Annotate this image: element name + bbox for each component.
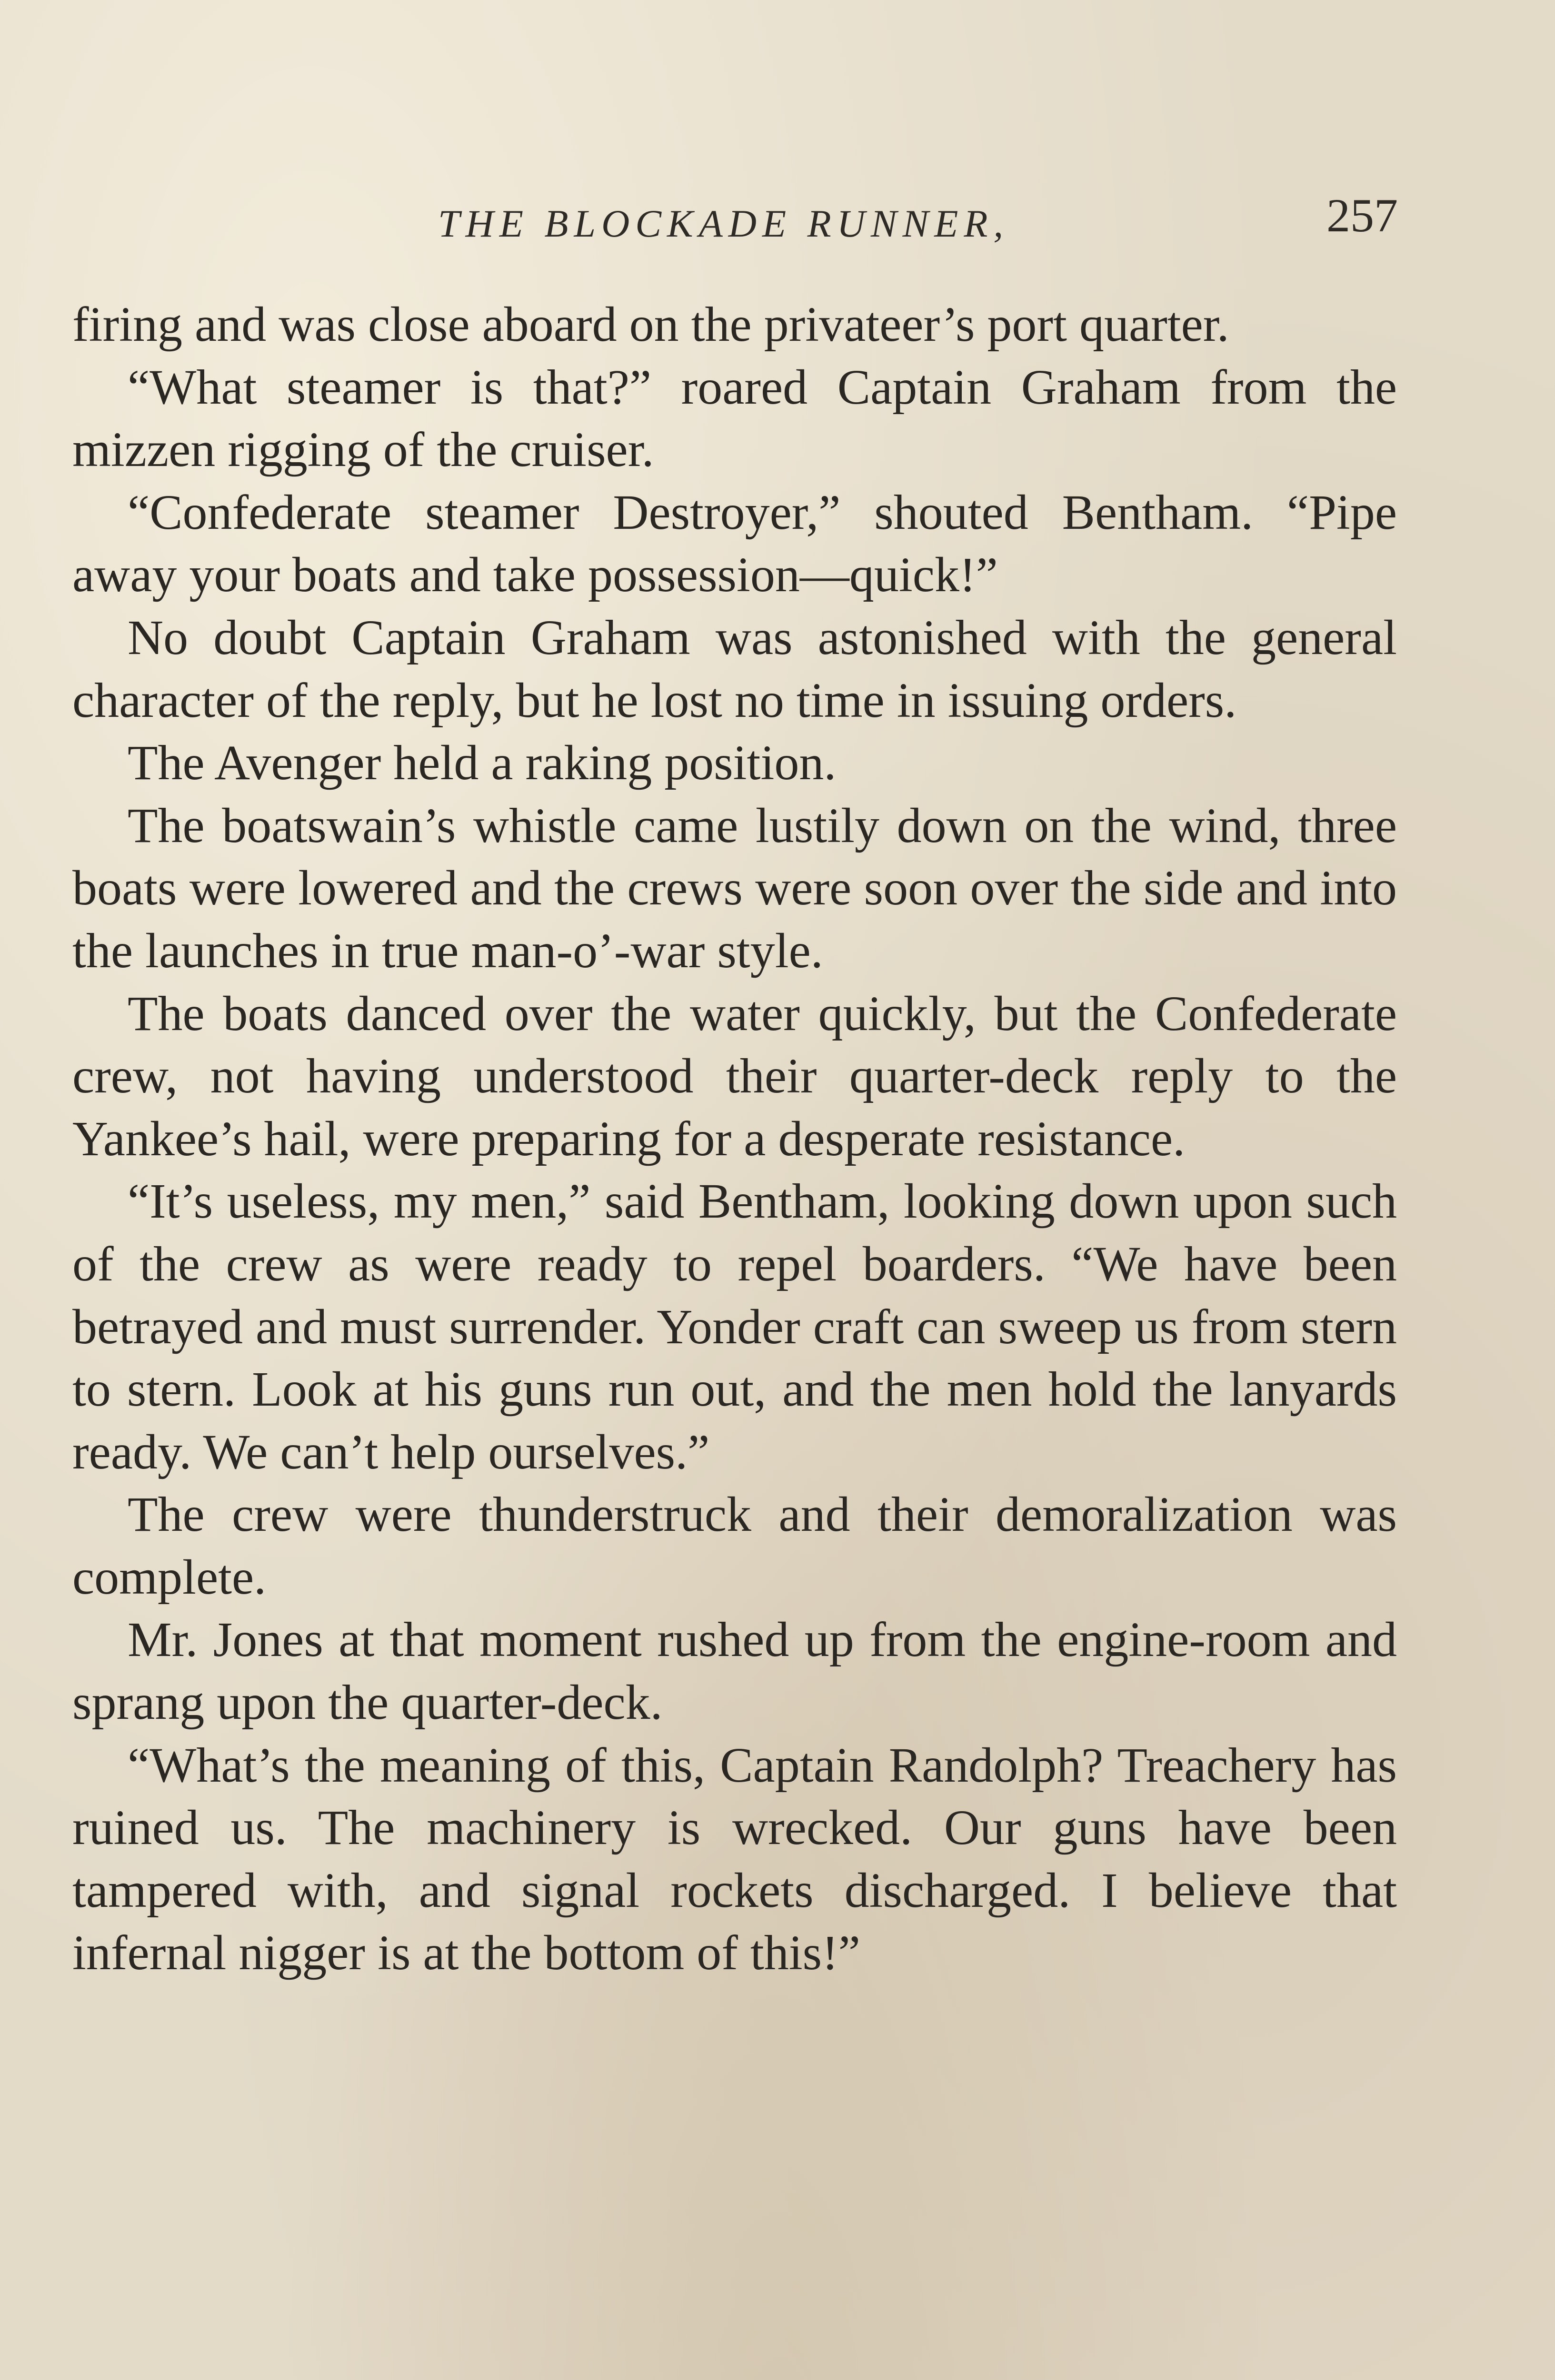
running-title: THE BLOCKADE RUNNER, (438, 202, 1009, 245)
paragraph: “Confederate steamer Destroyer,” shouted Bentham. “Pipe away your boats and take possession—quick!” (72, 485, 1397, 603)
paragraph: Mr. Jones at that moment rushed up from the engine-room and sprang upon the quarter-deck. (72, 1612, 1397, 1730)
paragraph: “What steamer is that?” roared Captain Graham from the mizzen rigging of the cruiser. (72, 359, 1397, 477)
paragraph: The boats danced over the water quickly, but the Confederate crew, not having understood their quarter-deck reply to the Yankee’s hail, were preparing for a desperate resistance. (72, 986, 1397, 1166)
paragraph: The crew were thunderstruck and their demoralization was complete. (72, 1487, 1397, 1605)
paragraph: “It’s useless, my men,” said Bentham, looking down upon such of the crew as were ready to repel boarders. “We have been betrayed and must surrender. Yonder craft can sweep us from stern to stern. Look at his guns run out, and the men hold the lanyards ready. We can’t help ourselves.” (72, 1174, 1397, 1479)
page-number: 257 (1326, 189, 1398, 242)
paragraph: The boatswain’s whistle came lustily down on the wind, three boats were lowered and the crews were soon over the side and into the launches in true man-o’-war style. (72, 798, 1397, 978)
paragraph-continued: firing and was close aboard on the privateer’s port quarter. (72, 297, 1229, 352)
body-text (72, 293, 1397, 1984)
paragraph: “What’s the meaning of this, Captain Randolph? Treachery has ruined us. The machinery is wrecked. Our guns have been tampered with, and signal rockets discharged. I believe that infernal nigger is at the bottom of this!” (72, 1737, 1397, 1981)
paragraph: The Avenger held a raking position. (128, 735, 837, 791)
paragraph: No doubt Captain Graham was astonished with the general character of the reply, but he lost no time in issuing orders. (72, 610, 1397, 728)
running-head (0, 188, 1555, 255)
